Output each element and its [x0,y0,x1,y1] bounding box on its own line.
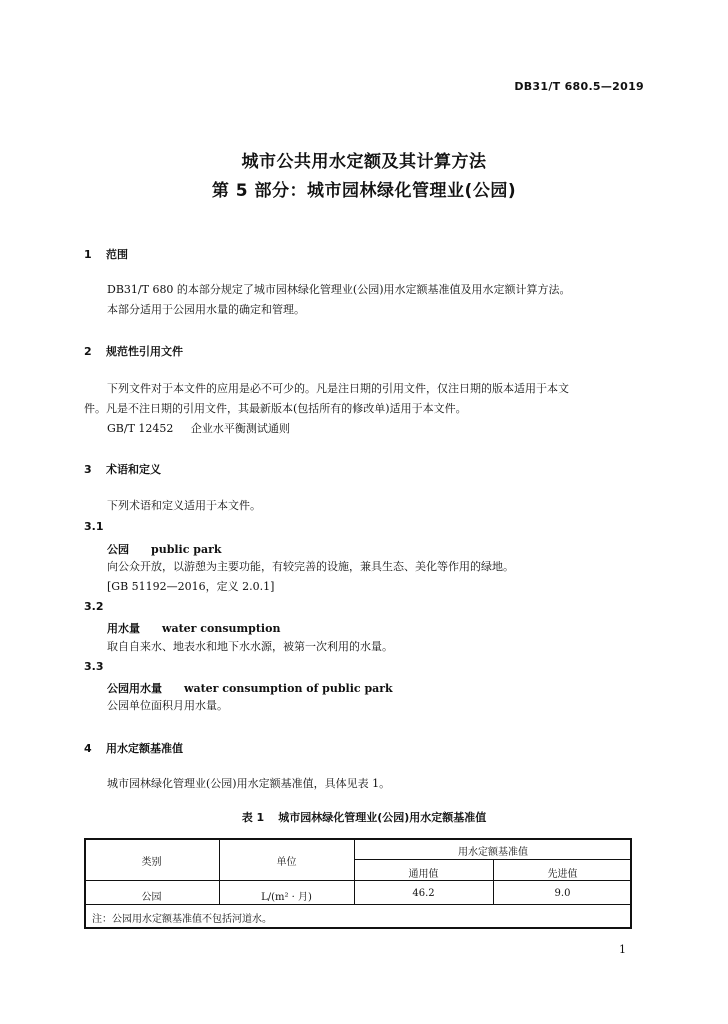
cell-category: 公园 [141,892,162,903]
section-number: 2 [84,345,92,358]
cell-general-value: 46.2 [412,888,435,899]
section-2-heading [84,343,183,359]
document-title: 城市公共用水定额及其计算方法 [241,152,487,172]
term-entry [107,541,222,557]
term-en: public park [151,543,222,556]
section-1-paragraph-1: DB31/T 680 的本部分规定了城市园林绿化管理业(公园)用水定额基准值及用水定额计算方法。 [107,283,571,296]
table-border-top [84,838,632,840]
section-number: 4 [84,742,92,755]
section-4-heading [84,740,183,756]
table-label: 表 1 [241,811,265,824]
clause-number: 3.1 [84,520,104,533]
section-number: 3 [84,463,92,476]
section-1-heading [84,246,128,262]
quota-table [84,838,632,928]
section-3-heading [84,461,161,477]
section-title: 术语和定义 [106,463,161,476]
document-subtitle: 第 5 部分：城市园林绿化管理业(公园) [211,181,517,201]
section-title: 用水定额基准值 [106,742,183,755]
document-number: DB31/T 680.5—2019 [514,80,644,93]
page-number: 1 [619,943,626,956]
table-border-bottom [84,927,632,929]
section-title: 规范性引用文件 [106,345,183,358]
reference-code: GB/T 12452 [107,422,174,435]
table-border-left [84,838,86,929]
header-unit: 单位 [276,857,297,868]
cell-advanced-value: 9.0 [554,888,571,899]
header-quota-group: 用水定额基准值 [458,847,528,858]
reference-title: 企业水平衡测试通则 [190,422,290,435]
term-entry [107,620,280,636]
term-definition: 公园单位面积月用水量。 [107,699,228,712]
clause-number: 3.2 [84,600,104,613]
term-entry [107,680,393,696]
table-caption [0,809,728,825]
clause-number: 3.3 [84,660,104,673]
term-zh: 公园 [107,543,129,556]
section-number: 1 [84,248,92,261]
section-title: 范围 [106,248,128,261]
term-source: [GB 51192—2016，定义 2.0.1] [107,580,275,593]
term-definition: 取自自来水、地表水和地下水水源，被第一次利用的水量。 [107,640,393,653]
section-2-paragraph-line-1: 下列文件对于本文件的应用是必不可少的。凡是注日期的引用文件，仅注日期的版本适用于本文 [107,382,569,395]
section-4-paragraph: 城市园林绿化管理业(公园)用水定额基准值，具体见表 1。 [107,777,391,790]
term-definition: 向公众开放，以游憩为主要功能，有较完善的设施，兼具生态、美化等作用的绿地。 [107,560,514,573]
table-title: 城市园林绿化管理业(公园)用水定额基准值 [278,811,487,824]
section-3-intro: 下列术语和定义适用于本文件。 [107,499,261,512]
table-rule [84,880,632,881]
section-1-paragraph-2: 本部分适用于公园用水量的确定和管理。 [107,303,305,316]
term-en: water consumption [162,622,281,635]
normative-reference [107,420,290,437]
cell-unit: L/(m² · 月) [261,892,312,903]
term-en: water consumption of public park [184,682,393,695]
header-general-value: 通用值 [408,869,439,880]
table-rule [84,904,632,905]
term-zh: 用水量 [107,622,140,635]
table-note: 注：公园用水定额基准值不包括河道水。 [92,914,272,925]
header-category: 类别 [141,857,162,868]
section-2-paragraph-line-2: 件。凡是不注日期的引用文件，其最新版本(包括所有的修改单)适用于本文件。 [84,402,467,415]
term-zh: 公园用水量 [107,682,162,695]
header-advanced-value: 先进值 [547,869,578,880]
